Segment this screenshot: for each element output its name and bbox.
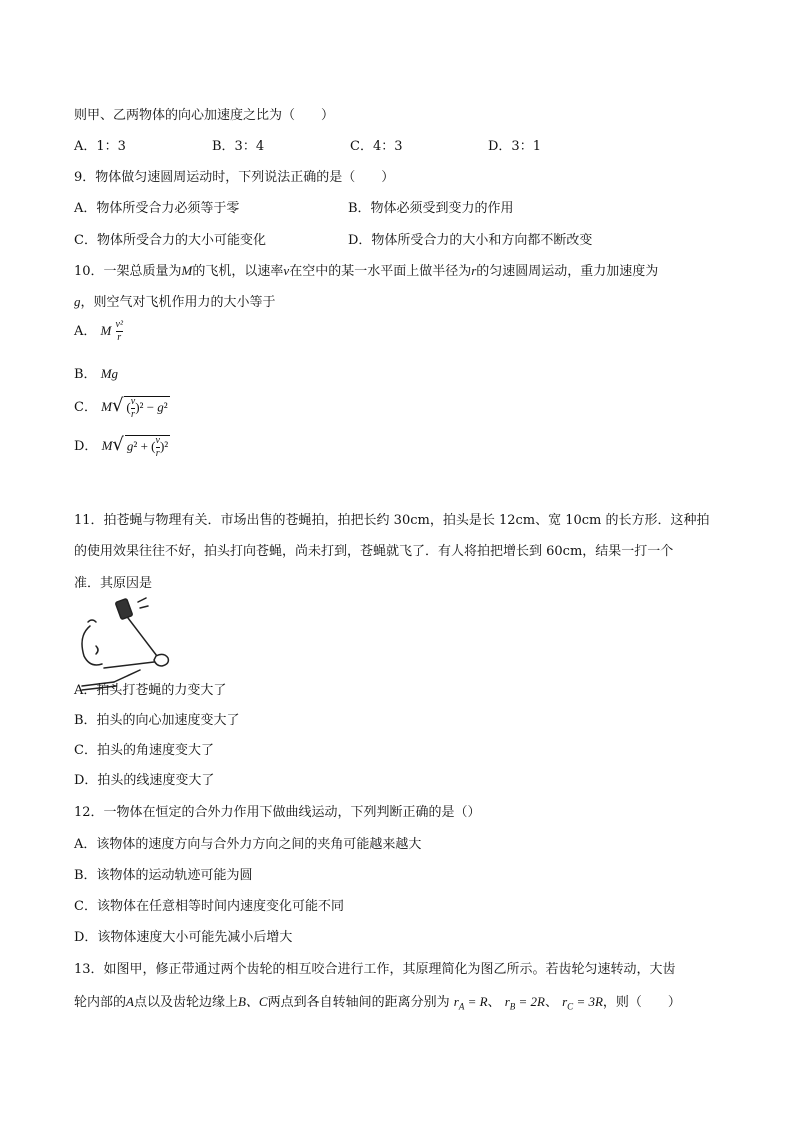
q10-stem-part: 的飞机，以速率 xyxy=(192,264,284,279)
q10-option-b xyxy=(74,363,118,382)
option-label: C． xyxy=(74,400,97,415)
q8-option-a: A．1：3 xyxy=(74,139,126,154)
q13-point-a: A xyxy=(126,994,134,1009)
q10-var-m: M xyxy=(181,263,193,278)
q11-stem-line1: 11．拍苍蝇与物理有关．市场出售的苍蝇拍，拍把长约 30cm，拍头是长 12cm、宽 10cm 的长方形．这种拍 xyxy=(74,513,710,528)
q8-option-c: C．4：3 xyxy=(350,139,403,154)
q12-option-d: D．该物体速度大小可能先减小后增大 xyxy=(74,930,293,945)
q8-option-d: D．3：1 xyxy=(488,139,541,154)
q10-option-a xyxy=(74,320,123,343)
subscript: B xyxy=(509,1001,516,1012)
q13-stem-part: 点以及齿轮边缘上 xyxy=(133,995,238,1010)
q13-points-bc: B、C xyxy=(237,994,268,1009)
q10-stem-part: 的匀速圆周运动，重力加速度为 xyxy=(476,264,659,279)
formula-m: M xyxy=(101,438,113,453)
value: = 3R xyxy=(573,994,603,1009)
q9-option-b: B．物体必须受到变力的作用 xyxy=(348,201,514,216)
q12-option-c: C．该物体在任意相等时间内速度变化可能不同 xyxy=(74,899,344,914)
q8-option-b: B．3：4 xyxy=(212,139,265,154)
option-label: A． xyxy=(74,324,97,339)
q13-stem-line2: 轮内部的A点以及齿轮边缘上B、C两点到各自转轴间的距离分别为 $r_A = R$、 $r_B = 2R$、 $r_C = 3R$，则（ ） xyxy=(74,994,681,1012)
var-r: r xyxy=(453,994,459,1009)
var-r: r xyxy=(562,994,568,1009)
q10-var-g: g xyxy=(74,294,81,309)
q13-stem-part: 轮内部的 xyxy=(74,995,127,1010)
q11-option-d: D．拍头的线速度变大了 xyxy=(74,773,215,788)
formula-m: M xyxy=(100,323,112,338)
q10-var-r: r xyxy=(471,263,477,278)
value: = R xyxy=(464,994,488,1009)
subscript: A xyxy=(458,1001,465,1012)
option-label: D． xyxy=(74,439,98,454)
q13-rc xyxy=(562,994,603,1012)
q13-stem-part: ，则（ ） xyxy=(602,995,681,1010)
q10-stem-part: 10．一架总质量为 xyxy=(74,264,182,279)
q10-stem-line1 xyxy=(74,260,658,279)
q13-ra xyxy=(453,994,488,1012)
var-r: r xyxy=(504,994,510,1009)
option-label: B． xyxy=(74,367,97,382)
q11-option-c: C．拍头的角速度变大了 xyxy=(74,743,214,758)
sqrt-symbol: √ xyxy=(111,395,124,416)
q13-stem-part: 两点到各自转轴间的距离分别为 xyxy=(267,995,450,1010)
q10-stem-part: ，则空气对飞机作用力的大小等于 xyxy=(80,295,276,310)
formula-radicand: ( $\frac{v}{r}$ )² − g² xyxy=(126,395,168,420)
formula-fraction: $\frac{\text{v²}}{r}$ xyxy=(115,319,123,343)
q9-option-a: A．物体所受合力必须等于零 xyxy=(74,201,240,216)
q12-option-b: B．该物体的运动轨迹可能为圆 xyxy=(74,868,253,883)
q10-stem-line2 xyxy=(74,291,276,310)
formula-mg: Mg xyxy=(100,366,119,381)
q9-option-d: D．物体所受合力的大小和方向都不断改变 xyxy=(348,233,593,248)
q12-option-a: A．该物体的速度方向与合外力方向之间的夹角可能越来越大 xyxy=(74,837,422,852)
q10-option-d xyxy=(74,434,170,459)
q9-stem: 9．物体做匀速圆周运动时，下列说法正确的是（ ） xyxy=(74,170,395,185)
q11-option-a: A．拍头打苍蝇的力变大了 xyxy=(74,683,227,698)
q9-option-c: C．物体所受合力的大小可能变化 xyxy=(74,233,266,248)
q8-stem-tail: 则甲、乙两物体的向心加速度之比为（ ） xyxy=(74,108,335,123)
value: = 2R xyxy=(515,994,545,1009)
q12-stem: 12．一物体在恒定的合外力作用下做曲线运动，下列判断正确的是（） xyxy=(74,805,481,820)
q11-stem-line3: 准．其原因是 xyxy=(74,576,153,591)
formula-m: M xyxy=(101,399,112,414)
subscript: C xyxy=(567,1001,574,1012)
q13-rb xyxy=(504,994,545,1012)
q10-option-c xyxy=(74,395,170,420)
q10-var-v: v xyxy=(283,263,290,278)
q13-stem-line1: 13．如图甲，修正带通过两个齿轮的相互咬合进行工作，其原理简化为图乙所示。若齿轮匀速转动，大齿 xyxy=(74,962,676,977)
q11-stem-line2: 的使用效果往往不好，拍头打向苍蝇，尚未打到，苍蝇就飞了．有人将拍把增长到 60cm，结果一打一个 xyxy=(74,544,674,559)
q11-option-b: B．拍头的向心加速度变大了 xyxy=(74,713,240,728)
sqrt-symbol: √ xyxy=(112,434,124,455)
formula-radicand: g² + ( $\frac{v}{r}$ )² xyxy=(126,434,169,459)
q10-stem-part: 在空中的某一水平面上做半径为 xyxy=(289,264,472,279)
